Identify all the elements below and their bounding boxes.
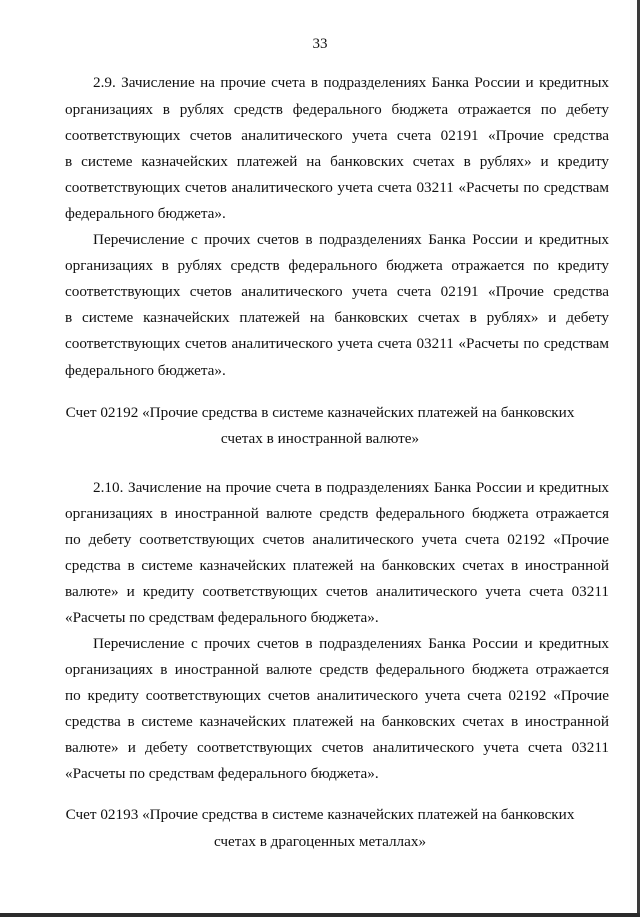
paragraph-2-9-line-2: организациях в рублях средств федерального бюджета отражается по дебету: [65, 101, 609, 118]
paragraph-2-10-line-4: средства в системе казначейских платежей на банковских счетах в иностранной: [65, 557, 609, 574]
account-02192-heading-line-1: Счет 02192 «Прочие средства в системе казначейских платежей на банковских: [65, 404, 575, 421]
paragraph-transfer-rub-line-4: в системе казначейских платежей на банковских счетах в рублях» и дебету: [65, 309, 609, 326]
paragraph-2-9-line-4: в системе казначейских платежей на банковских счетах в рублях» и кредиту: [65, 153, 609, 170]
paragraph-2-10-line-1: 2.10. Зачисление на прочие счета в подразделениях Банка России и кредитных: [93, 479, 609, 496]
paragraph-transfer-rub-line-6: федерального бюджета».: [65, 362, 226, 379]
account-02193-heading-line-1: Счет 02193 «Прочие средства в системе казначейских платежей на банковских: [65, 806, 575, 823]
paragraph-transfer-fx-line-4: средства в системе казначейских платежей на банковских счетах в иностранной: [65, 713, 609, 730]
paragraph-2-10-line-5: валюте» и кредиту соответствующих счетов аналитического учета счета 03211: [65, 583, 609, 600]
scan-bottom-edge: [0, 913, 640, 917]
paragraph-transfer-rub-line-3: соответствующих счетов аналитического учета счета 02191 «Прочие средства: [65, 283, 609, 300]
paragraph-2-9-line-1: 2.9. Зачисление на прочие счета в подразделениях Банка России и кредитных: [93, 74, 609, 91]
paragraph-transfer-rub-line-2: организациях в рублях средств федерального бюджета отражается по кредиту: [65, 257, 609, 274]
paragraph-2-10-line-6: «Расчеты по средствам федерального бюджета».: [65, 609, 379, 626]
paragraph-transfer-rub-line-1: Перечисление с прочих счетов в подразделениях Банка России и кредитных: [93, 231, 609, 248]
paragraph-transfer-fx-line-5: валюте» и дебету соответствующих счетов аналитического учета счета 03211: [65, 739, 609, 756]
account-02192-heading-line-2: счетах в иностранной валюте»: [220, 430, 420, 447]
paragraph-2-9-line-5: соответствующих счетов аналитического учета счета 03211 «Расчеты по средствам: [65, 179, 609, 196]
paragraph-transfer-fx-line-1: Перечисление с прочих счетов в подразделениях Банка России и кредитных: [93, 635, 609, 652]
paragraph-transfer-rub-line-5: соответствующих счетов аналитического учета счета 03211 «Расчеты по средствам: [65, 335, 609, 352]
paragraph-transfer-fx-line-2: организациях в иностранной валюте средств федерального бюджета отражается: [65, 661, 609, 678]
paragraph-2-10-line-3: по дебету соответствующих счетов аналитического учета счета 02192 «Прочие: [65, 531, 609, 548]
account-02193-heading-line-2: счетах в драгоценных металлах»: [213, 833, 427, 850]
paragraph-2-9-line-6: федерального бюджета».: [65, 205, 226, 222]
paragraph-transfer-fx-line-3: по кредиту соответствующих счетов аналитического учета счета 02192 «Прочие: [65, 687, 609, 704]
page-number: 33: [312, 36, 328, 52]
paragraph-transfer-fx-line-6: «Расчеты по средствам федерального бюджета».: [65, 765, 379, 782]
paragraph-2-10-line-2: организациях в иностранной валюте средств федерального бюджета отражается: [65, 505, 609, 522]
paragraph-2-9-line-3: соответствующих счетов аналитического учета счета 02191 «Прочие средства: [65, 127, 609, 144]
